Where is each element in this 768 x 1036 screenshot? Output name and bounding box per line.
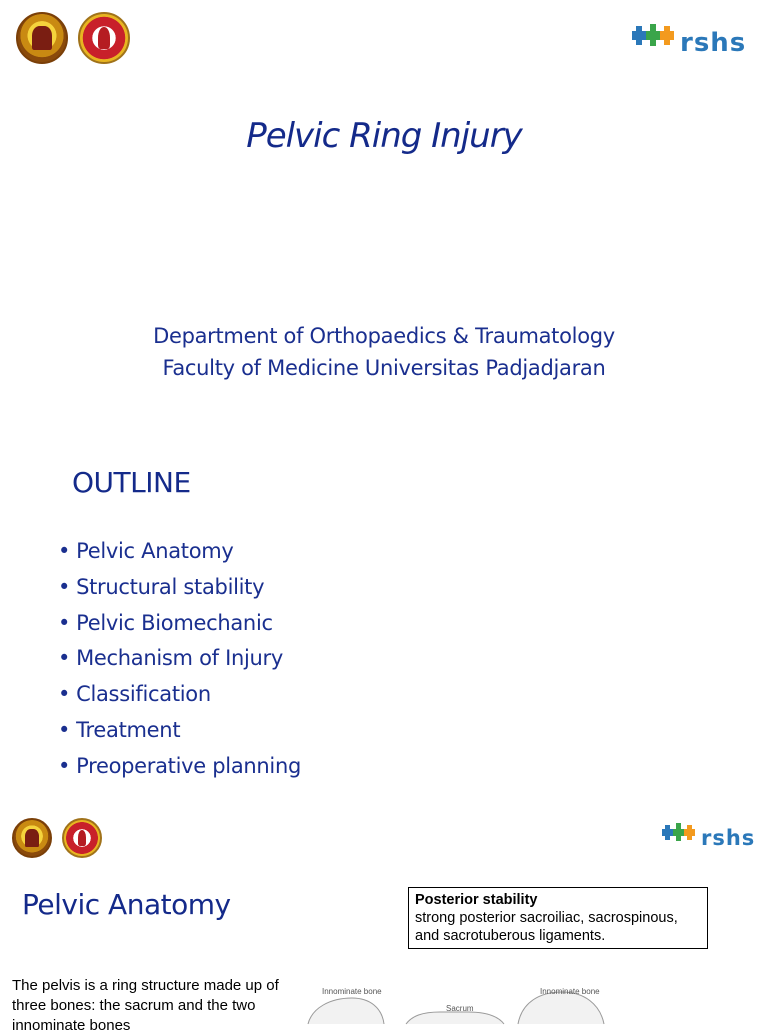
list-item: • Treatment [58, 713, 301, 749]
posterior-stability-callout [408, 887, 708, 949]
faculty-name: Faculty of Medicine Universitas Padjadjaran [162, 356, 606, 380]
list-item: • Mechanism of Injury [58, 641, 301, 677]
unpad-seal-icon [12, 818, 52, 858]
right-innominate-bone [518, 992, 604, 1024]
list-item: • Pelvic Anatomy [58, 534, 301, 570]
callout-body: strong posterior sacroiliac, sacrospinous, and sacrotuberous ligaments. [415, 910, 678, 944]
rshs-cross-icon [632, 22, 678, 50]
rshs-wordmark: rshs [701, 826, 756, 850]
sacrum-bone [406, 1012, 504, 1024]
pelvis-bones-diagram [300, 972, 630, 1024]
list-item: • Structural stability [58, 570, 301, 606]
pelvis-description: The pelvis is a ring structure made up of three bones: the sacrum and the two innominate bones [12, 977, 279, 1034]
outline-slide [0, 432, 768, 792]
unpad-seal-icon [16, 12, 68, 64]
anatomy-heading: Pelvic Anatomy [22, 888, 231, 921]
callout-title: Posterior stability [415, 892, 538, 908]
rshs-cross-icon [662, 822, 700, 844]
figure-label-right: Innominate bone [540, 987, 600, 996]
department-name: Department of Orthopaedics & Traumatology [153, 324, 615, 348]
faculty-seal-icon [78, 12, 130, 64]
title-slide [0, 0, 768, 432]
outline-heading: OUTLINE [72, 466, 191, 499]
list-item: • Pelvic Biomechanic [58, 606, 301, 642]
list-item: • Classification [58, 677, 301, 713]
list-item: • Preoperative planning [58, 749, 301, 785]
presentation-title: Pelvic Ring Injury [246, 116, 522, 156]
figure-label-center: Sacrum [446, 1004, 474, 1013]
outline-list [58, 534, 301, 785]
rshs-wordmark: rshs [680, 28, 747, 58]
rshs-logo [662, 822, 756, 850]
left-innominate-bone [308, 998, 384, 1024]
rshs-logo [632, 22, 747, 58]
faculty-seal-icon [62, 818, 102, 858]
figure-label-left: Innominate bone [322, 987, 382, 996]
university-logos [12, 818, 102, 858]
university-logos [16, 12, 130, 64]
anatomy-slide [0, 792, 768, 1034]
